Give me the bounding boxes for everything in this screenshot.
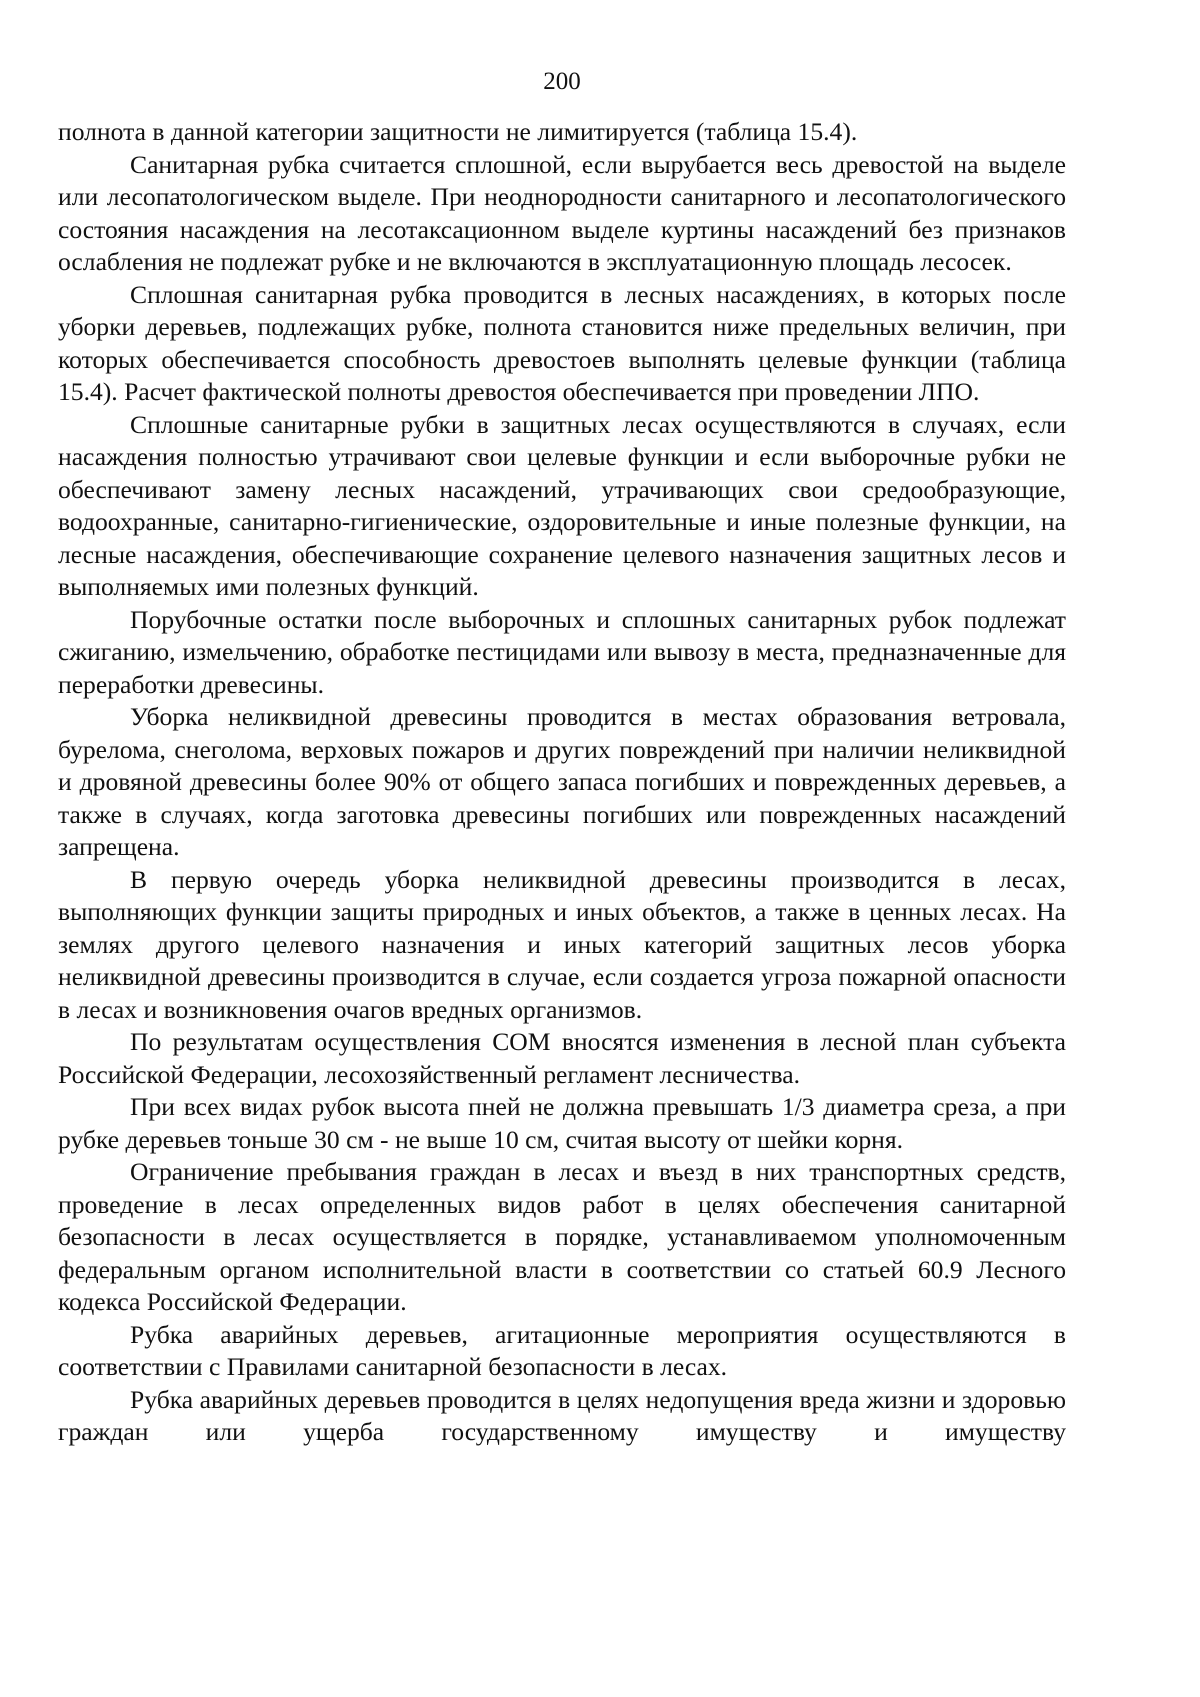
page-number: 200 <box>543 68 581 95</box>
paragraph-9: При всех видах рубок высота пней не должна превышать 1/3 диаметра среза, а при рубке деревьев тоньше 30 см - не выше 10 см, считая высоту от шейки корня. <box>58 1092 1066 1154</box>
paragraph-1: полнота в данной категории защитности не лимитируется (таблица 15.4). <box>58 117 858 146</box>
paragraph-2: Санитарная рубка считается сплошной, если вырубается весь древостой на выделе или лесопатологическом выделе. При неоднородности санитарного и лесопатологического состояния насаждения на лесотаксационном выделе куртины насаждений без признаков ослабления не подлежат рубке и не включаются в эксплуатационную площадь лесосек. <box>58 149 1066 276</box>
document-body <box>58 116 1066 1449</box>
paragraph-12: Рубка аварийных деревьев проводится в целях недопущения вреда жизни и здоровью граждан или ущерба государственному имуществу и имуществу <box>58 1384 1066 1446</box>
paragraph-5: Порубочные остатки после выборочных и сплошных санитарных рубок подлежат сжиганию, измельчению, обработке пестицидами или вывозу в места, предназначенные для переработки древесины. <box>58 604 1066 699</box>
paragraph-3: Сплошная санитарная рубка проводится в лесных насаждениях, в которых после уборки деревьев, подлежащих рубке, полнота становится ниже предельных величин, при которых обеспечивается способность древостоев выполнять целевые функции (таблица 15.4). Расчет фактической полноты древостоя обеспечивается при проведении ЛПО. <box>58 279 1066 406</box>
paragraph-6: Уборка неликвидной древесины проводится в местах образования ветровала, бурелома, снеголома, верховых пожаров и других повреждений при наличии неликвидной и дровяной древесины более 90% от общего запаса погибших и поврежденных деревьев, а также в случаях, когда заготовка древесины погибших или поврежденных насаждений запрещена. <box>58 702 1066 861</box>
paragraph-8: По результатам осуществления СОМ вносятся изменения в лесной план субъекта Российской Федерации, лесохозяйственный регламент лесничества. <box>58 1027 1066 1089</box>
paragraph-11: Рубка аварийных деревьев, агитационные мероприятия осуществляются в соответствии с Правилами санитарной безопасности в лесах. <box>58 1319 1066 1381</box>
paragraph-10: Ограничение пребывания граждан в лесах и въезд в них транспортных средств, проведение в лесах определенных видов работ в целях обеспечения санитарной безопасности в лесах осуществляется в порядке, устанавливаемом уполномоченным федеральным органом исполнительной власти в соответствии со статьей 60.9 Лесного кодекса Российской Федерации. <box>58 1157 1066 1316</box>
paragraph-7: В первую очередь уборка неликвидной древесины производится в лесах, выполняющих функции защиты природных и иных объектов, а также в ценных лесах. На землях другого целевого назначения и иных категорий защитных лесов уборка неликвидной древесины производится в случае, если создается угроза пожарной опасности в лесах и возникновения очагов вредных организмов. <box>58 864 1066 1024</box>
paragraph-4: Сплошные санитарные рубки в защитных лесах осуществляются в случаях, если насаждения полностью утрачивают свои целевые функции и если выборочные рубки не обеспечивают замену лесных насаждений, утрачивающих свои средообразующие, водоохранные, санитарно-гигиенические, оздоровительные и иные полезные функции, на лесные насаждения, обеспечивающие сохранение целевого назначения защитных лесов и выполняемых ими полезных функций. <box>58 409 1066 601</box>
